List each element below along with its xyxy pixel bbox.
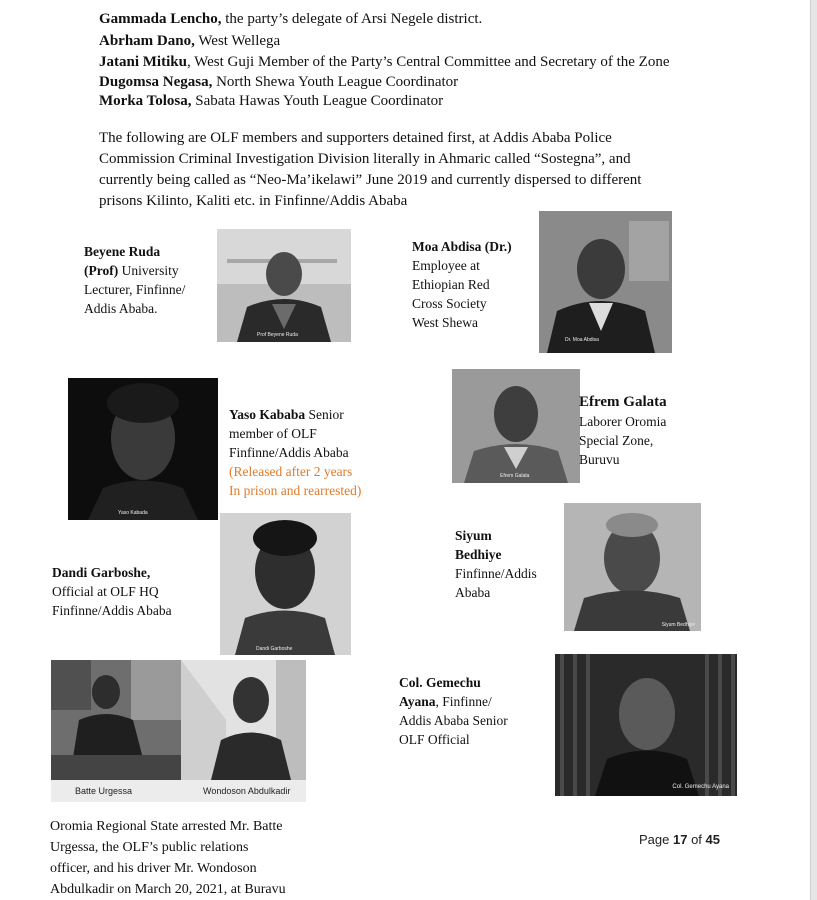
- delegate-line-2: Abrham Dano, West Wellega: [99, 33, 281, 49]
- delegate-line-1: Gammada Lencho, the party’s delegate of Arsi Negele district.: [99, 11, 483, 27]
- delegate-line-5: Morka Tolosa, Sabata Hawas Youth League Coordinator: [99, 93, 444, 109]
- caption-siyum-bedhiye: Siyum Bedhiye Finfinne/Addis Ababa: [455, 528, 537, 600]
- caption-wondoson-abdulkadir: Wondoson Abdulkadir: [203, 786, 291, 796]
- delegate-line-3: Jatani Mitiku, West Guji Member of the Party’s Central Committee and Secretary of the Zone: [99, 54, 670, 70]
- caption-efrem-galata: Efrem Galata Laborer Oromia Special Zone, Buruvu: [579, 394, 667, 467]
- page-edge-scrollbar[interactable]: [810, 0, 817, 900]
- delegate-line-4: Dugomsa Negasa, North Shewa Youth League Coordinator: [99, 74, 459, 90]
- caption-gemechu-ayana: Col. Gemechu Ayana, Finfinne/ Addis Ababa Senior OLF Official: [399, 675, 508, 747]
- photo-siyum-bedhiye: Siyum Bedhiye: [564, 503, 701, 631]
- photo-efrem-galata: Efrem Galata: [452, 369, 580, 483]
- photo-batte-urgessa: [51, 660, 181, 780]
- photo-moa-abdisa: Dr. Moa Abdisa: [539, 211, 672, 353]
- page-number: Page 17 of 45: [639, 832, 720, 847]
- photo-yaso-kababa: Yaso Kabada: [68, 378, 218, 520]
- caption-moa-abdisa: Moa Abdisa (Dr.) Employee at Ethiopian Red Cross Society West Shewa: [412, 239, 512, 330]
- caption-dandi-garboshe: Dandi Garboshe, Official at OLF HQ Finfinne/Addis Ababa: [52, 565, 172, 618]
- caption-batte-urgessa: Batte Urgessa: [75, 786, 133, 796]
- photo-beyene-ruda: Prof Beyene Ruda: [217, 229, 351, 342]
- intro-paragraph: The following are OLF members and supporters detained first, at Addis Ababa Police Commission Criminal Investigation Division literally in Ahmaric called “Sostegna”, and currently being called as “Neo-Ma’ikelawi” June 2019 and currently dispersed to different prisons Kilinto, Kaliti etc. in Finfinne/Addis Ababa: [99, 130, 642, 209]
- caption-yaso-kababa: Yaso Kababa Senior member of OLF Finfinne/Addis Ababa (Released after 2 years In prison and rearrested): [229, 407, 362, 498]
- caption-beyene-ruda: Beyene Ruda (Prof) University Lecturer, Finfinne/ Addis Ababa.: [84, 244, 186, 316]
- photo-dandi-garboshe: Dandi Garboshe: [220, 513, 351, 655]
- footer-paragraph: Oromia Regional State arrested Mr. Batte Urgessa, the OLF’s public relations officer, and his driver Mr. Wondoson Abdulkadir on March 20, 2021, at Buravu: [50, 819, 286, 897]
- photo-wondoson-abdulkadir: [181, 660, 306, 780]
- photo-gemechu-ayana: Col. Gemechu Ayana: [555, 654, 737, 796]
